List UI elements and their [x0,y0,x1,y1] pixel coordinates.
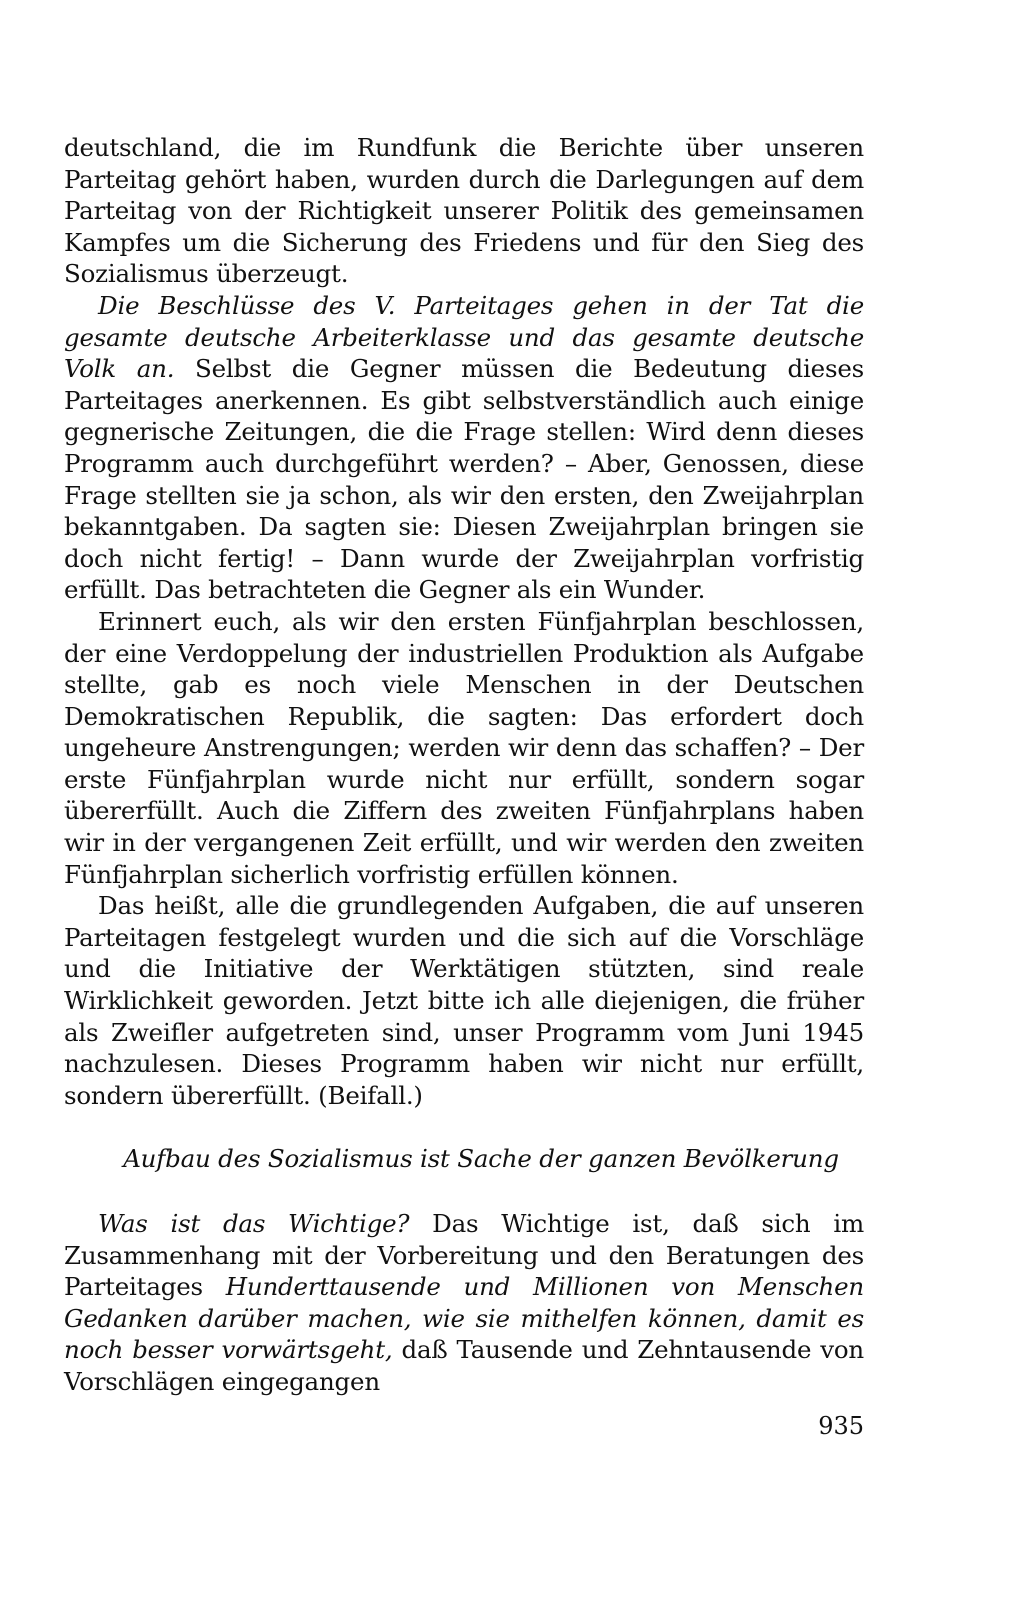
paragraph-5-question: Was ist das Wichtige? [98,1209,410,1238]
paragraph-5-text-a: Das Wichtige ist, daß sich im Zusammenhang mit der Vorbereitung und den Beratungen des Parteitages [64,1209,864,1302]
paragraph-2-emphasis: Die Beschlüsse des V. Parteitages gehen in der Tat die gesamte deutsche Arbeiterklasse und das gesamte deutsche Volk an. [64,290,864,384]
paragraph-1-text: deutschland, die im Rundfunk die Berichte über unseren Parteitag gehört haben, wurden durch die Darlegungen auf dem Parteitag von der Richtigkeit unserer Politik des gemeinsamen Kampfes um die Sicherung des Friedens und für den Sieg des Sozialismus überzeugt. [64,133,864,289]
paragraph-2-text: Selbst die Gegner müssen die Bedeutung dieses Parteitages anerkennen. Es gibt selbstverständlich auch einige gegnerische Zeitungen, die die Frage stellen: Wird denn dieses Programm auch durchgeführt werden? – Aber, Genossen, diese Frage stellten sie ja schon, als wir den ersten, den Zweijahrplan bekanntgaben. Da sagten sie: Diesen Zweijahrplan bringen sie doch nicht fertig! – Dann wurde der Zweijahrplan vorfristig erfüllt. Das betrachteten die Gegner als ein Wunder. [64,354,864,605]
paragraph-5 [64,1208,864,1398]
paragraph-4 [64,890,864,1111]
paragraph-3 [64,606,864,890]
paragraph-3-text: Erinnert euch, als wir den ersten Fünfjahrplan beschlossen, der eine Verdoppelung der industriellen Produktion als Aufgabe stellte, gab es noch viele Menschen in der Deutschen Demokratischen Republik, die sagten: Das erfordert doch ungeheure Anstrengungen; werden wir denn das schaffen? – Der erste Fünfjahrplan wurde nicht nur erfüllt, sondern sogar übererfüllt. Auch die Ziffern des zweiten Fünfjahrplans haben wir in der vergangenen Zeit erfüllt, und wir werden den zweiten Fünfjahrplan sicherlich vorfristig erfüllen können. [64,606,864,889]
paragraph-5-emphasis: Hunderttausende und Millionen von Menschen Gedanken darüber machen, wie sie mithelfen können, damit es noch besser vorwärtsgeht, [64,1272,864,1365]
body-text [64,132,864,1398]
paragraph-4-text: Das heißt, alle die grundlegenden Aufgaben, die auf unseren Parteitagen festgelegt wurden und die sich auf die Vorschläge und die Initiative der Werktätigen stützten, sind reale Wirklichkeit geworden. Jetzt bitte ich alle diejenigen, die früher als Zweifler aufgetreten sind, unser Programm vom Juni 1945 nachzulesen. Dieses Programm haben wir nicht nur erfüllt, sondern übererfüllt. (Beifall.) [64,891,864,1110]
page-number: 935 [818,1412,864,1440]
paragraph-2 [64,290,864,606]
section-heading: Aufbau des Sozialismus ist Sache der ganzen Bevölkerung [123,1144,839,1174]
paragraph-1 [64,132,864,290]
paragraph-5-text-b: daß Tausende und Zehntausende von Vorschlägen eingegangen [64,1335,864,1396]
